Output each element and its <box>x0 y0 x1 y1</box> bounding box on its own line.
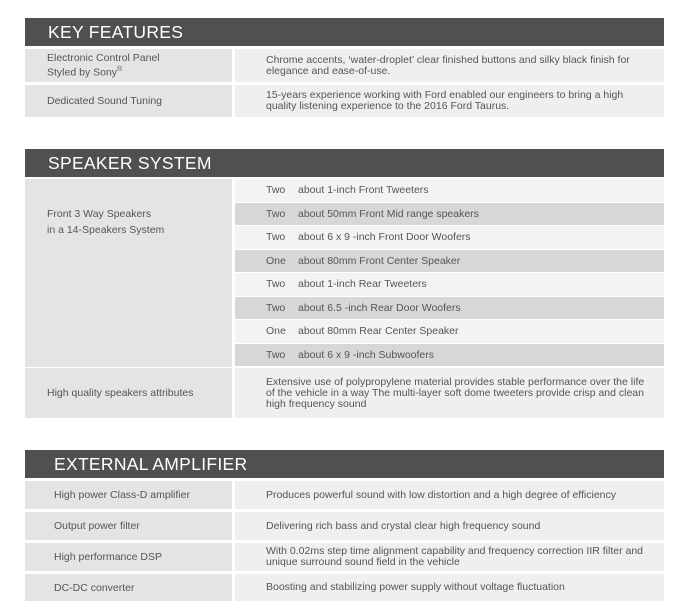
feature-label-line1: Electronic Control Panel <box>47 52 160 65</box>
speaker-system-header <box>25 149 664 177</box>
front-label-line2: in a 14-Speakers System <box>47 224 165 236</box>
front-label-line1: Front 3 Way Speakers <box>47 208 152 220</box>
registered-mark: ® <box>117 66 123 74</box>
key-features-section <box>25 18 664 117</box>
speaker-item <box>235 179 664 202</box>
key-features-title: KEY FEATURES <box>48 22 184 42</box>
speaker-count: Two <box>266 184 286 197</box>
speaker-count: Two <box>266 278 286 291</box>
amplifier-row <box>25 574 664 601</box>
external-amplifier-section <box>25 450 664 601</box>
speaker-item <box>235 344 664 367</box>
feature-value: Chrome accents, ‘water-droplet’ clear finished buttons and silky black finish for elegance and ease-of-use. <box>235 49 664 82</box>
amplifier-label: High performance DSP <box>25 543 232 571</box>
speaker-item <box>235 320 664 343</box>
front-speakers-block <box>25 179 664 367</box>
external-amplifier-header <box>25 450 664 478</box>
feature-row <box>25 49 664 82</box>
speaker-desc: about 80mm Rear Center Speaker <box>298 325 459 338</box>
amplifier-label: DC-DC converter <box>25 574 232 601</box>
external-amplifier-title: EXTERNAL AMPLIFIER <box>54 454 248 474</box>
front-speakers-label <box>25 179 232 367</box>
speaker-desc: about 50mm Front Mid range speakers <box>298 207 479 220</box>
speaker-item <box>235 273 664 296</box>
speaker-item <box>235 250 664 273</box>
feature-label: Dedicated Sound Tuning <box>25 85 232 117</box>
feature-value: 15-years experience working with Ford enabled our engineers to bring a high quality listening experience to the 2016 Ford Taurus. <box>235 85 664 117</box>
speaker-count: Two <box>266 207 286 220</box>
speaker-count: One <box>266 254 286 267</box>
speaker-desc: about 6 x 9 -inch Subwoofers <box>298 348 434 361</box>
amplifier-row <box>25 481 664 509</box>
amplifier-row <box>25 543 664 571</box>
amplifier-value: Produces powerful sound with low distortion and a high degree of efficiency <box>235 481 664 509</box>
amplifier-value: Boosting and stabilizing power supply without voltage fluctuation <box>235 574 664 601</box>
speaker-system-title: SPEAKER SYSTEM <box>48 153 212 173</box>
speaker-desc: about 1-inch Rear Tweeters <box>298 278 427 291</box>
amplifier-label: Output power filter <box>25 512 232 540</box>
amplifier-row <box>25 512 664 540</box>
key-features-header <box>25 18 664 46</box>
speaker-count: One <box>266 325 286 338</box>
speaker-desc: about 80mm Front Center Speaker <box>298 254 461 267</box>
speaker-attributes-value: Extensive use of polypropylene material provides stable performance over the life of the vehicle in a way The multi-layer soft dome tweeters provide crisp and clean high frequency sound <box>235 368 664 418</box>
speaker-attributes-row <box>25 368 664 418</box>
speaker-attributes-label: High quality speakers attributes <box>25 368 232 418</box>
speaker-count: Two <box>266 231 286 244</box>
speaker-item <box>235 226 664 249</box>
speaker-count: Two <box>266 301 286 314</box>
speaker-list <box>235 179 664 367</box>
speaker-desc: about 6 x 9 -inch Front Door Woofers <box>298 231 471 244</box>
speaker-desc: about 6.5 -inch Rear Door Woofers <box>298 301 461 314</box>
speaker-system-section <box>25 149 664 418</box>
speaker-item <box>235 203 664 226</box>
amplifier-value: Delivering rich bass and crystal clear high frequency sound <box>235 512 664 540</box>
feature-row <box>25 85 664 117</box>
amplifier-label: High power Class-D amplifier <box>25 481 232 509</box>
speaker-count: Two <box>266 348 286 361</box>
amplifier-value: With 0.02ms step time alignment capability and frequency correction IIR filter and unique surround sound field in the vehicle <box>235 543 664 571</box>
feature-label <box>25 49 232 82</box>
speaker-desc: about 1-inch Front Tweeters <box>298 184 429 197</box>
feature-label-line2: Styled by Sony <box>47 66 118 79</box>
speaker-item <box>235 297 664 320</box>
